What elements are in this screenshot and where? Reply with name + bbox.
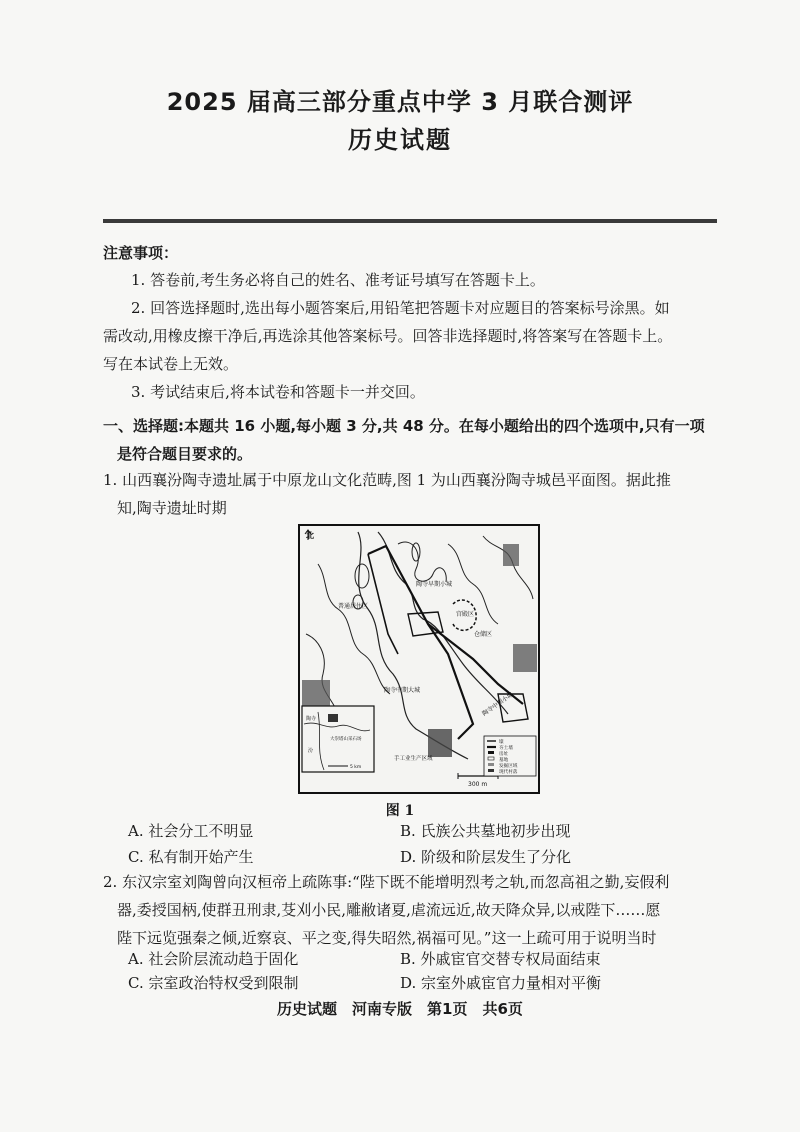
q2-stem-line1: 2. 东汉宗室刘陶曾向汉桓帝上疏陈事:“陛下既不能增明烈考之轨,而忽高祖之勤,妄假利 xyxy=(103,873,670,891)
inset-label-fen: 汾 xyxy=(308,748,314,754)
q2-stem-line3: 陛下远览强秦之倾,近察哀、平之变,得失昭然,祸福可见。”这一上疏可用于说明当时 xyxy=(117,929,657,947)
q1-option-b[interactable]: B. 氏族公共墓地初步出现 xyxy=(400,822,571,840)
notice-heading: 注意事项： xyxy=(103,244,179,262)
inset-label-taosi: 陶寺 xyxy=(306,716,317,722)
map-label-residence: 普通居住区 xyxy=(338,603,369,610)
q1-stem-line2: 知,陶寺遗址时期 xyxy=(117,499,227,517)
inset-label-mountain: 大崇塔山采石场 xyxy=(330,737,362,742)
legend-item: 房址 xyxy=(499,752,509,757)
q2-stem-line2: 器,委授国柄,使群丑刑隶,芟刈小民,雕敝诸夏,虐流远近,故天降众异,以戒陛下……愿 xyxy=(117,901,661,919)
map-label-early-city: 陶寺早期小城 xyxy=(416,581,453,588)
notice-item-3: 3. 考试结束后,将本试卷和答题卡一并交回。 xyxy=(131,383,425,401)
q1-option-c[interactable]: C. 私有制开始产生 xyxy=(128,848,254,866)
header-divider xyxy=(103,219,717,223)
notice-item-1: 1. 答卷前,考生务必将自己的姓名、准考证号填写在答题卡上。 xyxy=(131,271,545,289)
legend-item: 墓地 xyxy=(499,758,509,763)
question-2 xyxy=(103,868,723,952)
notice-item-2-line3: 写在本试卷上无效。 xyxy=(103,355,239,373)
map-label-mid-small-city: 陶寺中期小城 xyxy=(481,691,515,718)
q2-option-c[interactable]: C. 宗室政治特权受到限制 xyxy=(128,974,299,992)
notice-item-2-line2: 需改动,用橡皮擦干净后,再选涂其他答案标号。回答非选择题时,将答案写在答题卡上。 xyxy=(103,327,673,345)
figure-1-caption: 图 1 xyxy=(385,803,415,819)
notice-body xyxy=(103,266,717,406)
q2-option-a[interactable]: A. 社会阶层流动趋于固化 xyxy=(128,950,299,968)
section-line1: 一、选择题:本题共 16 小题,每小题 3 分,共 48 分。在每小题给出的四个选项中,只有一项 xyxy=(103,417,705,435)
legend-item: 夯土墙 xyxy=(499,746,513,751)
notice-item-2-line1: 2. 回答选择题时,选出每小题答案后,用铅笔把答题卡对应题目的答案标号涂黑。如 xyxy=(131,299,670,317)
q2-option-b[interactable]: B. 外戚宦官交替专权局面结束 xyxy=(400,950,601,968)
map-label-palace: 宫殿区 xyxy=(456,611,475,618)
q1-option-d[interactable]: D. 阶级和阶层发生了分化 xyxy=(400,848,572,866)
inset-map xyxy=(302,706,374,772)
inset-scale-label: 5 km xyxy=(350,765,362,770)
page-footer: 历史试题 河南专版 第1页 共6页 xyxy=(277,1000,523,1018)
legend-item: 现代村落 xyxy=(499,770,518,775)
map-scale-label: 300 m xyxy=(468,781,488,788)
q1-option-a[interactable]: A. 社会分工不明显 xyxy=(128,822,254,840)
map-label-craft: 手工业生产区域 xyxy=(394,756,433,762)
map-label-mid-city: 陶寺中期大城 xyxy=(384,687,421,694)
exam-title: 2025 届高三部分重点中学 3 月联合测评 xyxy=(166,88,634,116)
section-line2: 是符合题目要求的。 xyxy=(117,445,253,463)
map-label-storage: 仓储区 xyxy=(474,631,493,638)
question-1 xyxy=(103,466,723,522)
map-north-label: 北 xyxy=(306,531,314,540)
figure-1-map xyxy=(298,524,540,794)
legend-item: 壕 xyxy=(499,740,504,745)
section-heading xyxy=(103,412,723,468)
map-legend xyxy=(484,736,536,776)
exam-subject: 历史试题 xyxy=(348,126,452,154)
q2-option-d[interactable]: D. 宗室外戚宦官力量相对平衡 xyxy=(400,974,602,992)
q1-stem-line1: 1. 山西襄汾陶寺遗址属于中原龙山文化范畴,图 1 为山西襄汾陶寺城邑平面图。据此推 xyxy=(103,471,671,489)
legend-item: 发掘区域 xyxy=(499,764,518,769)
